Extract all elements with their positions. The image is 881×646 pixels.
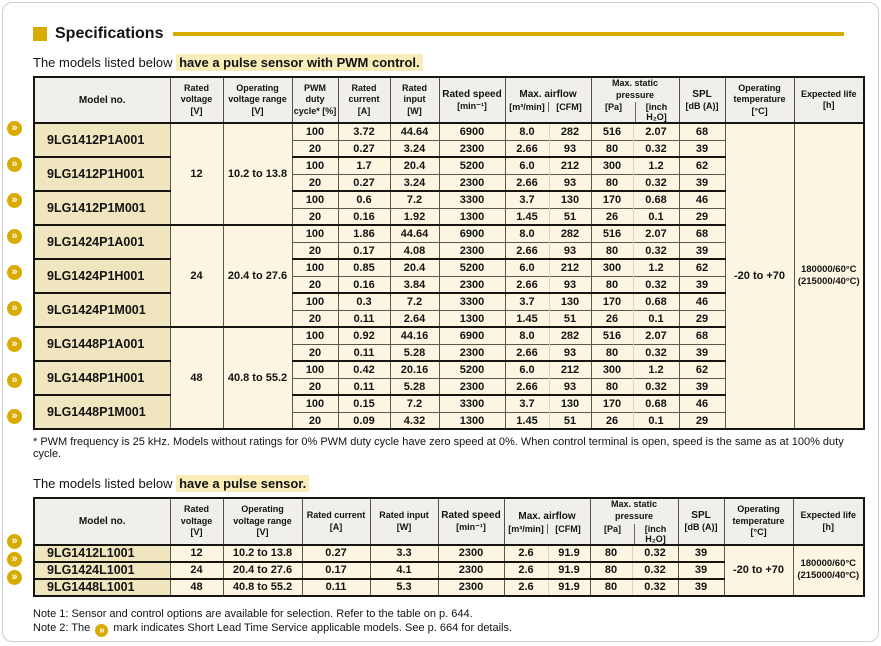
value-cell: 51 (549, 310, 591, 327)
col-header-current: Rated current [A] (302, 498, 370, 544)
value-cell: 2.6 (504, 579, 548, 596)
value-cell: 282 (549, 327, 591, 344)
short-lead-time-mark-icon: » (7, 121, 22, 136)
value-cell: 7.2 (390, 395, 439, 412)
value-cell: 3.84 (390, 276, 439, 293)
model-number-cell: 9LG1412L1001 (34, 545, 170, 562)
value-cell: 100 (292, 293, 338, 310)
value-cell: 91.9 (548, 545, 590, 562)
value-cell: 8.0 (505, 225, 549, 242)
value-cell: 2.07 (633, 123, 679, 140)
unit-inch: [inch H₂O] (635, 102, 678, 122)
value-cell: 2.6 (504, 545, 548, 562)
value-cell: 68 (679, 123, 725, 140)
value-cell: 300 (591, 361, 633, 378)
value-cell: 516 (591, 225, 633, 242)
value-cell: 4.32 (390, 412, 439, 429)
model-number-cell: 9LG1448L1001 (34, 579, 170, 596)
value-cell: 516 (591, 123, 633, 140)
value-cell: 0.32 (633, 242, 679, 259)
col-header-airflow: Max. airflow [m³/min] [CFM] (505, 77, 591, 123)
unit-pa: [Pa] (605, 102, 623, 113)
value-cell: 5.3 (370, 579, 438, 596)
value-cell: 80 (591, 276, 633, 293)
voltage-range-cell: 10.2 to 13.8 (223, 545, 302, 562)
value-cell: 0.6 (338, 191, 390, 208)
value-cell: 2.66 (505, 140, 549, 157)
model-number-cell: 9LG1448P1H001 (34, 361, 170, 395)
value-cell: 130 (549, 293, 591, 310)
value-cell: 93 (549, 242, 591, 259)
value-cell: 46 (679, 191, 725, 208)
value-cell: 39 (679, 344, 725, 361)
value-cell: 93 (549, 344, 591, 361)
page-title: Specifications (55, 25, 164, 42)
value-cell: 39 (679, 242, 725, 259)
value-cell: 46 (679, 395, 725, 412)
value-cell: 29 (679, 208, 725, 225)
pulse-sensor-models-table (33, 497, 865, 596)
value-cell: 6.0 (505, 361, 549, 378)
table-row (34, 545, 864, 562)
life-line1: 180000/60°C (800, 264, 857, 276)
value-cell: 0.32 (633, 344, 679, 361)
col-header-life: Expected life [h] (793, 498, 864, 544)
value-cell: 3300 (439, 395, 505, 412)
value-cell: 0.1 (633, 412, 679, 429)
value-cell: 20 (292, 412, 338, 429)
value-cell: 80 (591, 344, 633, 361)
value-cell: 39 (678, 545, 724, 562)
voltage-range-cell: 20.4 to 27.6 (223, 225, 292, 327)
value-cell: 170 (591, 191, 633, 208)
value-cell: 282 (549, 123, 591, 140)
unit-inch: [inch H₂O] (634, 524, 677, 544)
value-cell: 39 (679, 276, 725, 293)
col-header-range: Operating voltage range [V] (223, 498, 302, 544)
value-cell: 0.1 (633, 310, 679, 327)
value-cell: 0.32 (633, 140, 679, 157)
model-number-cell: 9LG1424P1A001 (34, 225, 170, 259)
value-cell: 0.32 (632, 579, 678, 596)
voltage-range-cell: 40.8 to 55.2 (223, 579, 302, 596)
value-cell: 170 (591, 293, 633, 310)
life-line2: (215000/40°C) (797, 276, 860, 288)
pwm-models-table (33, 76, 865, 430)
value-cell: 1300 (439, 310, 505, 327)
value-cell: 1.45 (505, 412, 549, 429)
voltage-range-cell: 40.8 to 55.2 (223, 327, 292, 429)
col-header-voltage: Rated voltage [V] (170, 77, 223, 123)
unit-cfm: [CFM] (548, 102, 590, 112)
value-cell: 20.4 (390, 157, 439, 174)
value-cell: 282 (549, 225, 591, 242)
datasheet-page (2, 2, 879, 642)
short-lead-time-mark-icon: » (7, 265, 22, 280)
model-number-cell: 9LG1412P1M001 (34, 191, 170, 225)
value-cell: 5200 (439, 157, 505, 174)
model-number-cell: 9LG1448P1A001 (34, 327, 170, 361)
section-header (33, 25, 858, 43)
short-lead-time-mark-icon: » (7, 157, 22, 172)
value-cell: 68 (679, 225, 725, 242)
model-number-cell: 9LG1448P1M001 (34, 395, 170, 429)
rated-voltage-cell: 12 (170, 123, 223, 225)
unit-cfm: [CFM] (547, 524, 589, 534)
value-cell: 80 (590, 562, 632, 579)
value-cell: 44.64 (390, 225, 439, 242)
value-cell: 51 (549, 412, 591, 429)
short-lead-time-mark-icon: » (7, 552, 22, 567)
value-cell: 20 (292, 276, 338, 293)
unit-pa: [Pa] (604, 523, 622, 534)
value-cell: 5200 (439, 259, 505, 276)
value-cell: 62 (679, 259, 725, 276)
col-header-duty: PWM duty cycle* [%] (292, 77, 338, 123)
pwm-table-wrap (11, 76, 860, 430)
table-row (34, 123, 864, 140)
value-cell: 29 (679, 310, 725, 327)
value-cell: 3.72 (338, 123, 390, 140)
value-cell: 0.16 (338, 276, 390, 293)
unit-m3min: [m³/min] (508, 523, 544, 534)
value-cell: 4.08 (390, 242, 439, 259)
intro-pulse-prefix: The models listed below (33, 476, 177, 492)
model-number-cell: 9LG1424P1M001 (34, 293, 170, 327)
value-cell: 0.68 (633, 191, 679, 208)
value-cell: 44.16 (390, 327, 439, 344)
model-number-cell: 9LG1424L1001 (34, 562, 170, 579)
note2-prefix: Note 2: The (33, 621, 94, 634)
value-cell: 212 (549, 361, 591, 378)
value-cell: 212 (549, 259, 591, 276)
value-cell: 6.0 (505, 157, 549, 174)
pwm-footnote: * PWM frequency is 25 kHz. Models without ratings for 0% PWM duty cycle have zero speed at 0%. When control terminal is open, speed is the same as at 100% duty cycle. (33, 436, 844, 461)
intro-pulse-highlight: have a pulse sensor. (176, 475, 309, 492)
value-cell: 0.27 (302, 545, 370, 562)
value-cell: 44.64 (390, 123, 439, 140)
value-cell: 80 (590, 545, 632, 562)
note-1: Note 1: Sensor and control options are available for selection. Refer to the table on p. 644. (33, 607, 473, 620)
value-cell: 3.24 (390, 140, 439, 157)
value-cell: 1.2 (633, 361, 679, 378)
value-cell: 26 (591, 310, 633, 327)
value-cell: 29 (679, 412, 725, 429)
value-cell: 20 (292, 378, 338, 395)
value-cell: 2300 (438, 545, 504, 562)
header-row (34, 77, 864, 123)
value-cell: 68 (679, 327, 725, 344)
intro-pulse (33, 476, 858, 491)
value-cell: 0.32 (632, 562, 678, 579)
value-cell: 1.86 (338, 225, 390, 242)
value-cell: 0.32 (633, 174, 679, 191)
col-header-model: Model no. (34, 77, 170, 123)
value-cell: 80 (591, 378, 633, 395)
value-cell: 80 (590, 579, 632, 596)
value-cell: 0.68 (633, 395, 679, 412)
value-cell: 8.0 (505, 327, 549, 344)
value-cell: 5200 (439, 361, 505, 378)
value-cell: 80 (591, 242, 633, 259)
value-cell: 20 (292, 208, 338, 225)
life-line1: 180000/60°C (800, 557, 857, 569)
rated-voltage-cell: 48 (170, 579, 223, 596)
value-cell: 0.17 (338, 242, 390, 259)
value-cell: 1300 (439, 412, 505, 429)
col-header-model: Model no. (34, 498, 170, 544)
value-cell: 0.68 (633, 293, 679, 310)
value-cell: 100 (292, 327, 338, 344)
col-header-spl: SPL [dB (A)] (679, 77, 725, 123)
value-cell: 2300 (439, 276, 505, 293)
value-cell: 2.07 (633, 327, 679, 344)
value-cell: 20 (292, 310, 338, 327)
value-cell: 100 (292, 123, 338, 140)
value-cell: 0.1 (633, 208, 679, 225)
value-cell: 6.0 (505, 259, 549, 276)
value-cell: 0.42 (338, 361, 390, 378)
short-lead-time-mark-icon: » (7, 193, 22, 208)
col-header-spl: SPL [dB (A)] (678, 498, 724, 544)
accent-rule (173, 32, 844, 36)
value-cell: 100 (292, 361, 338, 378)
value-cell: 100 (292, 157, 338, 174)
value-cell: 0.16 (338, 208, 390, 225)
col-header-input: Rated input [W] (390, 77, 439, 123)
value-cell: 20 (292, 344, 338, 361)
rated-voltage-cell: 24 (170, 225, 223, 327)
col-header-temp: Operating temperature [°C] (725, 77, 794, 123)
unit-m3min: [m³/min] (509, 102, 545, 113)
value-cell: 91.9 (548, 579, 590, 596)
col-header-airflow: Max. airflow [m³/min] [CFM] (504, 498, 590, 544)
rated-voltage-cell: 24 (170, 562, 223, 579)
value-cell: 2300 (439, 140, 505, 157)
value-cell: 3.7 (505, 191, 549, 208)
value-cell: 46 (679, 293, 725, 310)
value-cell: 2300 (439, 174, 505, 191)
short-lead-time-mark-icon: » (7, 337, 22, 352)
value-cell: 2300 (439, 378, 505, 395)
col-header-pressure: Max. static pressure [Pa] [inch H₂O] (591, 77, 679, 123)
value-cell: 0.11 (302, 579, 370, 596)
value-cell: 3300 (439, 293, 505, 310)
value-cell: 39 (679, 378, 725, 395)
value-cell: 39 (678, 562, 724, 579)
value-cell: 1.7 (338, 157, 390, 174)
value-cell: 100 (292, 225, 338, 242)
expected-life-cell (794, 123, 864, 429)
value-cell: 51 (549, 208, 591, 225)
value-cell: 7.2 (390, 293, 439, 310)
col-header-range: Operating voltage range [V] (223, 77, 292, 123)
operating-temp-cell: -20 to +70 (724, 545, 793, 596)
value-cell: 100 (292, 395, 338, 412)
value-cell: 26 (591, 208, 633, 225)
value-cell: 6900 (439, 123, 505, 140)
value-cell: 3.7 (505, 293, 549, 310)
value-cell: 93 (549, 276, 591, 293)
value-cell: 93 (549, 140, 591, 157)
value-cell: 3300 (439, 191, 505, 208)
model-number-cell: 9LG1412P1H001 (34, 157, 170, 191)
value-cell: 2.07 (633, 225, 679, 242)
value-cell: 2.66 (505, 242, 549, 259)
value-cell: 80 (591, 140, 633, 157)
col-header-speed: Rated speed [min⁻¹] (439, 77, 505, 123)
value-cell: 20 (292, 242, 338, 259)
short-lead-time-mark-icon: » (7, 570, 22, 585)
value-cell: 8.0 (505, 123, 549, 140)
value-cell: 0.32 (633, 378, 679, 395)
value-cell: 3.24 (390, 174, 439, 191)
value-cell: 1.45 (505, 208, 549, 225)
rated-voltage-cell: 12 (170, 545, 223, 562)
value-cell: 93 (549, 174, 591, 191)
col-header-temp: Operating temperature [°C] (724, 498, 793, 544)
value-cell: 3.7 (505, 395, 549, 412)
voltage-range-cell: 10.2 to 13.8 (223, 123, 292, 225)
value-cell: 300 (591, 259, 633, 276)
value-cell: 516 (591, 327, 633, 344)
value-cell: 0.17 (302, 562, 370, 579)
intro-pwm (33, 55, 858, 70)
value-cell: 20.4 (390, 259, 439, 276)
note2-suffix: mark indicates Short Lead Time Service applicable models. See p. 664 for details. (110, 621, 513, 634)
life-line2: (215000/40°C) (797, 570, 860, 582)
value-cell: 2.6 (504, 562, 548, 579)
value-cell: 170 (591, 395, 633, 412)
short-lead-time-mark-icon: » (7, 301, 22, 316)
col-header-current: Rated current [A] (338, 77, 390, 123)
value-cell: 5.28 (390, 378, 439, 395)
value-cell: 7.2 (390, 191, 439, 208)
value-cell: 0.27 (338, 140, 390, 157)
value-cell: 26 (591, 412, 633, 429)
col-header-pressure: Max. static pressure [Pa] [inch H₂O] (590, 498, 678, 544)
value-cell: 5.28 (390, 344, 439, 361)
value-cell: 4.1 (370, 562, 438, 579)
value-cell: 20 (292, 174, 338, 191)
header-row (34, 498, 864, 544)
value-cell: 0.15 (338, 395, 390, 412)
value-cell: 39 (679, 174, 725, 191)
value-cell: 0.32 (633, 276, 679, 293)
value-cell: 91.9 (548, 562, 590, 579)
value-cell: 6900 (439, 225, 505, 242)
value-cell: 1.92 (390, 208, 439, 225)
value-cell: 1.45 (505, 310, 549, 327)
value-cell: 0.09 (338, 412, 390, 429)
value-cell: 3.3 (370, 545, 438, 562)
short-lead-time-mark-icon: » (7, 409, 22, 424)
value-cell: 0.32 (632, 545, 678, 562)
col-header-input: Rated input [W] (370, 498, 438, 544)
col-header-voltage: Rated voltage [V] (170, 498, 223, 544)
value-cell: 2300 (439, 242, 505, 259)
value-cell: 0.92 (338, 327, 390, 344)
value-cell: 0.11 (338, 344, 390, 361)
value-cell: 2.66 (505, 378, 549, 395)
value-cell: 2.66 (505, 344, 549, 361)
col-header-speed: Rated speed [min⁻¹] (438, 498, 504, 544)
value-cell: 212 (549, 157, 591, 174)
expected-life-cell (793, 545, 864, 596)
value-cell: 20 (292, 140, 338, 157)
value-cell: 0.85 (338, 259, 390, 276)
value-cell: 0.3 (338, 293, 390, 310)
operating-temp-cell: -20 to +70 (725, 123, 794, 429)
value-cell: 0.27 (338, 174, 390, 191)
value-cell: 2300 (438, 562, 504, 579)
note-2 (33, 622, 858, 638)
value-cell: 2.64 (390, 310, 439, 327)
value-cell: 130 (549, 395, 591, 412)
pulse-table-wrap (11, 497, 860, 596)
value-cell: 2300 (438, 579, 504, 596)
value-cell: 1.2 (633, 259, 679, 276)
model-number-cell: 9LG1424P1H001 (34, 259, 170, 293)
section-marker-icon (33, 27, 47, 41)
value-cell: 1300 (439, 208, 505, 225)
value-cell: 20.16 (390, 361, 439, 378)
value-cell: 1.2 (633, 157, 679, 174)
intro-pwm-prefix: The models listed below (33, 55, 177, 70)
short-lead-time-mark-icon: » (7, 373, 22, 388)
value-cell: 300 (591, 157, 633, 174)
value-cell: 2300 (439, 344, 505, 361)
short-lead-time-mark-icon: » (95, 624, 108, 637)
value-cell: 130 (549, 191, 591, 208)
short-lead-time-mark-icon: » (7, 534, 22, 549)
value-cell: 0.11 (338, 378, 390, 395)
model-number-cell: 9LG1412P1A001 (34, 123, 170, 157)
value-cell: 62 (679, 361, 725, 378)
value-cell: 93 (549, 378, 591, 395)
value-cell: 39 (679, 140, 725, 157)
value-cell: 2.66 (505, 276, 549, 293)
value-cell: 39 (678, 579, 724, 596)
col-header-life: Expected life [h] (794, 77, 864, 123)
value-cell: 0.11 (338, 310, 390, 327)
value-cell: 80 (591, 174, 633, 191)
rated-voltage-cell: 48 (170, 327, 223, 429)
short-lead-time-mark-icon: » (7, 229, 22, 244)
value-cell: 100 (292, 191, 338, 208)
voltage-range-cell: 20.4 to 27.6 (223, 562, 302, 579)
value-cell: 62 (679, 157, 725, 174)
value-cell: 100 (292, 259, 338, 276)
value-cell: 2.66 (505, 174, 549, 191)
intro-pwm-highlight: have a pulse sensor with PWM control. (176, 54, 423, 71)
value-cell: 6900 (439, 327, 505, 344)
